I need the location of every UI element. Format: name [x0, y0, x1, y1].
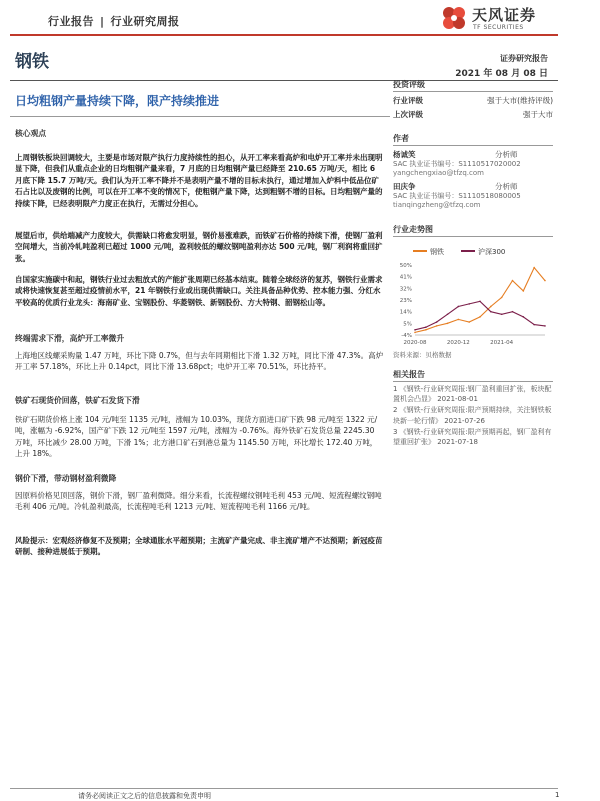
x-tick-label: 2021-04 — [490, 340, 514, 346]
header-divider — [10, 34, 558, 36]
section-text-ore: 铁矿石期货价格上涨 104 元/吨至 1135 元/吨，涨幅为 10.03%，现货方面进口矿下跌 98 元/吨至 1322 元/吨，涨幅为 -6.92%，国产矿下跌 12 元/吨至 1597 元/吨，涨幅为 -0.76%。海外铁矿石发货总量 2245.30 万吨，环比减少 28.00 万吨，下滑 1%；北方港口矿石到港总量为 1145.50 万吨，环比增长 172.40 万吨，上升 18%。 — [15, 415, 378, 459]
author-card — [393, 150, 553, 179]
industry-rating — [393, 95, 553, 106]
subtitle-divider — [10, 116, 390, 117]
core-view-heading: 核心观点 — [15, 129, 47, 138]
author-sac: SAC 执业证书编号：S1110518080005 — [393, 191, 521, 200]
chart-source: 资料来源：贝格数据 — [393, 351, 452, 359]
trend-chart-svg — [393, 243, 553, 353]
author-email[interactable]: tianqingzheng@tfzq.com — [393, 201, 481, 209]
data-point — [523, 290, 525, 292]
author-name-row — [393, 150, 553, 160]
page-title: 钢铁 — [15, 52, 49, 72]
y-tick-label: 14% — [399, 309, 412, 316]
y-tick-label: 23% — [399, 298, 412, 304]
related-report-item[interactable]: 1 《钢铁-行业研究周报:钢厂盈利重回扩张，板块配置机会凸显》 2021-08-01 — [393, 385, 552, 404]
report-subtitle: 日均粗钢产量持续下降，限产持续推进 — [15, 94, 220, 108]
report-type: 证券研究报告 — [500, 54, 548, 63]
industry-rating-value: 强于大市(维持评级) — [487, 96, 553, 105]
industry-trend-chart — [393, 243, 553, 353]
footer-disclaimer: 请务必阅读正文之后的信息披露和免责申明 — [78, 792, 211, 800]
author-role: 分析师 — [495, 182, 518, 191]
section-text-demand: 上海地区线螺采购量 1.47 万吨，环比下降 0.7%，但与去年同期相比下滑 1.32 万吨，同比下滑 47.3%。高炉开工率 57.18%，环比上升 0.14pct，同比下滑 13.68pct；电炉开工率 70.51%，环比持平。 — [15, 351, 384, 372]
category-label: 行业报告 — [48, 15, 94, 28]
series-line — [415, 301, 545, 330]
logo-text-cn: 天风证券 — [472, 6, 537, 24]
data-point — [501, 313, 503, 315]
risk-warning: 风险提示：宏观经济修复不及预期；全球通胀水平超预期；主流矿产量完成、非主流矿增产不达预期；新冠疫苗研制、接种进展低于预期。 — [15, 536, 383, 557]
data-point — [490, 311, 492, 313]
x-tick-label: 2020-12 — [446, 340, 470, 346]
rating-heading: 投资评级 — [393, 80, 425, 89]
author-email[interactable]: yangchengxiao@tfzq.com — [393, 169, 484, 177]
data-point — [479, 300, 481, 302]
section-text-profit: 因原料价格见顶回落，钢价下滑，钢厂盈利微降。细分来看，长流程螺纹钢吨毛利 453 元/吨、短流程螺纹钢吨毛利 406 元/吨。冷轧盈利最高，长流程吨毛利 1213 元/吨、短流程吨毛利 1166 元/吨。 — [15, 491, 382, 512]
related-report-item[interactable]: 2 《钢铁-行业研究周报:限产预期持续，关注钢铁板块新一轮行情》 2021-07-26 — [393, 406, 552, 425]
y-tick-label: 5% — [403, 321, 412, 328]
data-point — [512, 280, 514, 282]
report-date: 2021 年 08 月 08 日 — [455, 69, 548, 79]
core-view-p2: 展望后市，供给端减产力度较大，供需缺口将愈发明显，钢价易涨难跌，而铁矿石价格的持续下滑，使钢厂盈利空间增大，当前冷轧吨盈利已超过 1000 元/吨，盈利较低的螺纹钢吨盈利亦达 500 元/吨，钢厂利润将重回扩张。 — [15, 231, 383, 263]
section-heading-demand: 终端需求下滑，高炉开工率微升 — [15, 334, 125, 343]
section-heading-profit: 钢价下滑，带动钢材盈利微降 — [15, 474, 117, 483]
data-point — [447, 313, 449, 315]
trend-heading: 行业走势图 — [393, 225, 433, 234]
y-tick-label: 41% — [399, 274, 412, 281]
data-point — [458, 306, 460, 308]
data-point — [436, 325, 438, 327]
legend-label: 沪深300 — [478, 248, 506, 256]
data-point — [533, 267, 535, 269]
core-view-p3: 自国家实施碳中和起，钢铁行业过去粗放式的产能扩张周期已经基本结束。随着全球经济的复苏，钢铁行业需求或将快速恢复甚至超过疫情前水平，21 年钢铁行业或出现供需缺口。关注具备品种优势、控本能力强、分红水平较高的优质行业龙头：海南矿业、宝钢股份、华菱钢铁、新钢股份、方大特钢、韶钢松山等。 — [15, 275, 383, 307]
y-tick-label: 32% — [399, 286, 412, 293]
previous-rating-value: 强于大市 — [523, 110, 553, 119]
data-point — [512, 311, 514, 313]
x-tick-label: 2020-08 — [403, 340, 427, 346]
data-point — [523, 316, 525, 318]
tf-logo-icon — [440, 4, 468, 32]
related-heading: 相关报告 — [393, 370, 425, 379]
rating-divider — [393, 91, 553, 92]
data-point — [468, 303, 470, 305]
report-category — [48, 13, 180, 29]
previous-rating-label: 上次评级 — [393, 110, 423, 119]
data-point — [414, 332, 416, 334]
data-point — [490, 306, 492, 308]
author-card — [393, 182, 553, 211]
authors-divider — [393, 145, 553, 146]
author-name-row — [393, 182, 553, 192]
legend-label: 钢铁 — [430, 248, 444, 256]
trend-divider — [393, 236, 553, 237]
data-point — [468, 321, 470, 323]
y-tick-label: 50% — [399, 263, 412, 269]
logo-text-en: TF SECURITIES — [473, 24, 524, 31]
subcategory-label: 行业研究周报 — [110, 15, 180, 28]
related-reports-list — [393, 384, 553, 447]
industry-rating-label: 行业评级 — [393, 96, 423, 105]
data-point — [544, 280, 546, 282]
author-sac: SAC 执业证书编号：S1110517020002 — [393, 159, 521, 168]
data-point — [425, 326, 427, 328]
section-heading-ore: 铁矿石现货价回落，铁矿石发货下滑 — [15, 396, 140, 405]
footer-divider — [10, 788, 558, 789]
page-number: 1 — [555, 791, 560, 799]
author-role: 分析师 — [495, 150, 518, 159]
authors-heading: 作者 — [393, 134, 409, 143]
core-view-p1: 上周钢铁板块回调较大，主要是市场对限产执行力度持续性的担心，从开工率来看高炉和电炉开工率并未出现明显下降，但我们从重点企业的日均粗钢产量来看，7 月底的日均粗钢产量已经降至 210.65 万吨/天，相比 6 月底下降 15.7 万吨/天。我们认为开工率不降并不是表明产量不增的目标未执行，通过增加入炉料中低品位矿石占比以及废钢的比例，可以在开工率不变的情况下，使粗钢产量下降，达到粗钢不增的目标。日均粗钢产量的持续下降，已经表明限产力度正在执行，无需过分担心。 — [15, 153, 383, 208]
data-point — [425, 329, 427, 331]
author-name: 杨诚笑 — [393, 150, 416, 159]
previous-rating — [393, 109, 553, 120]
data-point — [414, 329, 416, 331]
company-logo — [440, 2, 560, 34]
category-separator: | — [100, 15, 105, 28]
author-name: 田庆争 — [393, 182, 416, 191]
data-point — [458, 319, 460, 321]
related-divider — [393, 381, 553, 382]
related-report-item[interactable]: 3 《钢铁-行业研究周报:限产预期再起，钢厂盈利有望重回扩张》 2021-07-18 — [393, 427, 552, 447]
data-point — [533, 324, 535, 326]
data-point — [447, 323, 449, 325]
y-tick-label: -4% — [401, 333, 412, 339]
data-point — [479, 316, 481, 318]
data-point — [501, 297, 503, 299]
data-point — [544, 325, 546, 327]
data-point — [436, 321, 438, 323]
